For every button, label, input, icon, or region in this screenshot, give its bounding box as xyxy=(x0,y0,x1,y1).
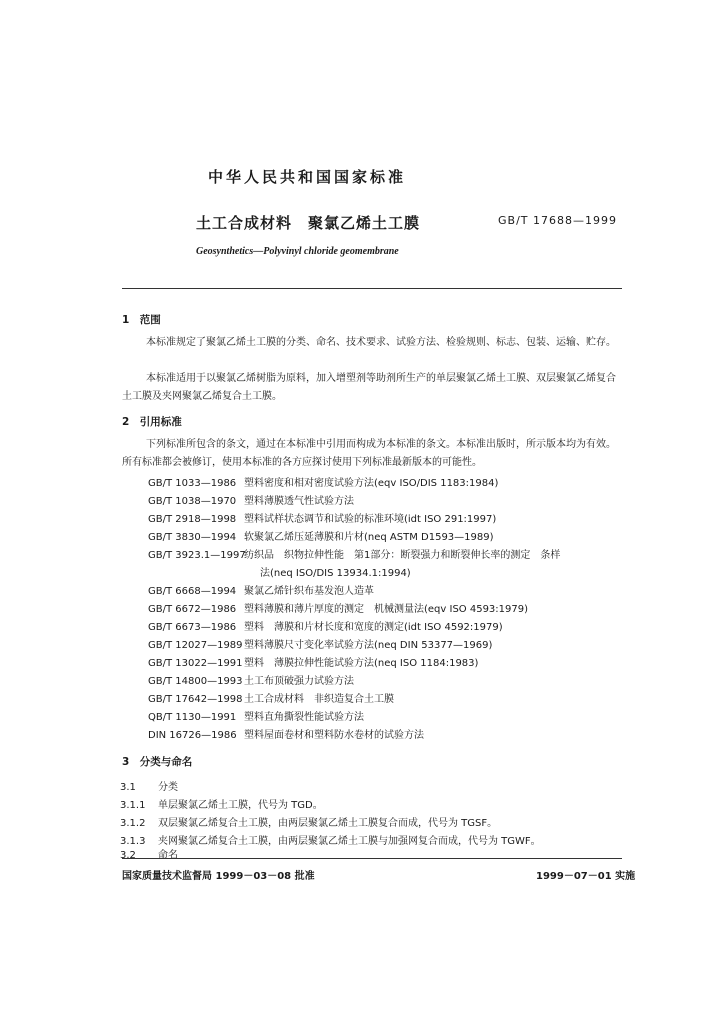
bottom-rule xyxy=(122,858,622,859)
reference-item: QB/T 1130—1991 塑料直角撕裂性能试验方法 xyxy=(148,712,364,723)
top-rule xyxy=(122,288,622,289)
clause-item: 3.1.2 双层聚氯乙烯复合土工膜，由两层聚氯乙烯土工膜复合而成，代号为 TGSF。 xyxy=(120,818,498,829)
reference-item: GB/T 14800—1993土工布顶破强力试验方法 xyxy=(148,676,354,687)
reference-item: GB/T 6673—1986 塑料 薄膜和片材长度和宽度的测定(idt ISO 4592:1979) xyxy=(148,622,503,633)
reference-item: DIN 16726—1986 塑料屋面卷材和塑料防水卷材的试验方法 xyxy=(148,730,424,741)
reference-item: GB/T 13022—1991塑料 薄膜拉伸性能试验方法(neq ISO 1184:1983) xyxy=(148,658,479,669)
reference-item: GB/T 6668—1994 聚氯乙烯针织布基发泡人造革 xyxy=(148,586,374,597)
section-1-para-2: 本标准适用于以聚氯乙烯树脂为原料，加入增塑剂等助剂所生产的单层聚氯乙烯土工膜、双层聚氯乙烯复合土工膜及夹网聚氯乙烯复合土工膜。 xyxy=(122,373,616,402)
reference-item: GB/T 1033—1986 塑料密度和相对密度试验方法(eqv ISO/DIS 1183:1984) xyxy=(148,478,499,489)
reference-item: GB/T 3830—1994 软聚氯乙烯压延薄膜和片材(neq ASTM D1593—1989) xyxy=(148,532,494,543)
section-2-intro: 下列标准所包含的条文，通过在本标准中引用而构成为本标准的条文。本标准出版时，所示版本均为有效。所有标准都会被修订，使用本标准的各方应探讨使用下列标准最新版本的可能性。 xyxy=(122,439,616,468)
document-title: 土工合成材料 聚氯乙烯土工膜 xyxy=(196,214,421,232)
clause-item: 3.1.1 单层聚氯乙烯土工膜，代号为 TGD。 xyxy=(120,800,323,811)
clause-item: 3.1.3 夹网聚氯乙烯复合土工膜，由两层聚氯乙烯土工膜与加强网复合而成，代号为 TGWF。 xyxy=(120,836,541,847)
section-1-para-1: 本标准规定了聚氯乙烯土工膜的分类、命名、技术要求、试验方法、检验规则、标志、包装、运输、贮存。 xyxy=(146,337,616,348)
section-1-heading: 1 范围 xyxy=(122,314,161,326)
standard-code: GB/T 17688—1999 xyxy=(498,214,617,227)
reference-item: GB/T 6672—1986 塑料薄膜和薄片厚度的测定 机械测量法(eqv ISO 4593:1979) xyxy=(148,604,529,615)
section-3-heading: 3 分类与命名 xyxy=(122,756,193,768)
implementation-date: 1999－07－01 实施 xyxy=(536,871,636,882)
reference-item: GB/T 17642—1998土工合成材料 非织造复合土工膜 xyxy=(148,694,394,705)
reference-item: GB/T 12027—1989塑料薄膜尺寸变化率试验方法(neq DIN 53377—1969) xyxy=(148,640,493,651)
section-2-heading: 2 引用标准 xyxy=(122,416,182,428)
english-title: Geosynthetics—Polyvinyl chloride geomembrane xyxy=(196,246,399,257)
reference-item: GB/T 3923.1—1997纺织品 织物拉伸性能 第1部分：断裂强力和断裂伸长率的测定 条样 xyxy=(148,550,561,561)
national-standard-label: 中华人民共和国国家标准 xyxy=(207,168,406,186)
reference-item: GB/T 1038—1970 塑料薄膜透气性试验方法 xyxy=(148,496,354,507)
approval-line: 国家质量技术监督局 1999－03－08 批准 xyxy=(122,871,315,882)
clause-item: 3.2 命名 xyxy=(120,850,178,861)
reference-item-continuation: 法(neq ISO/DIS 13934.1:1994) xyxy=(260,568,411,579)
reference-item: GB/T 2918—1998 塑料试样状态调节和试验的标准环境(idt ISO 291:1997) xyxy=(148,514,497,525)
clause-item: 3.1 分类 xyxy=(120,782,178,793)
